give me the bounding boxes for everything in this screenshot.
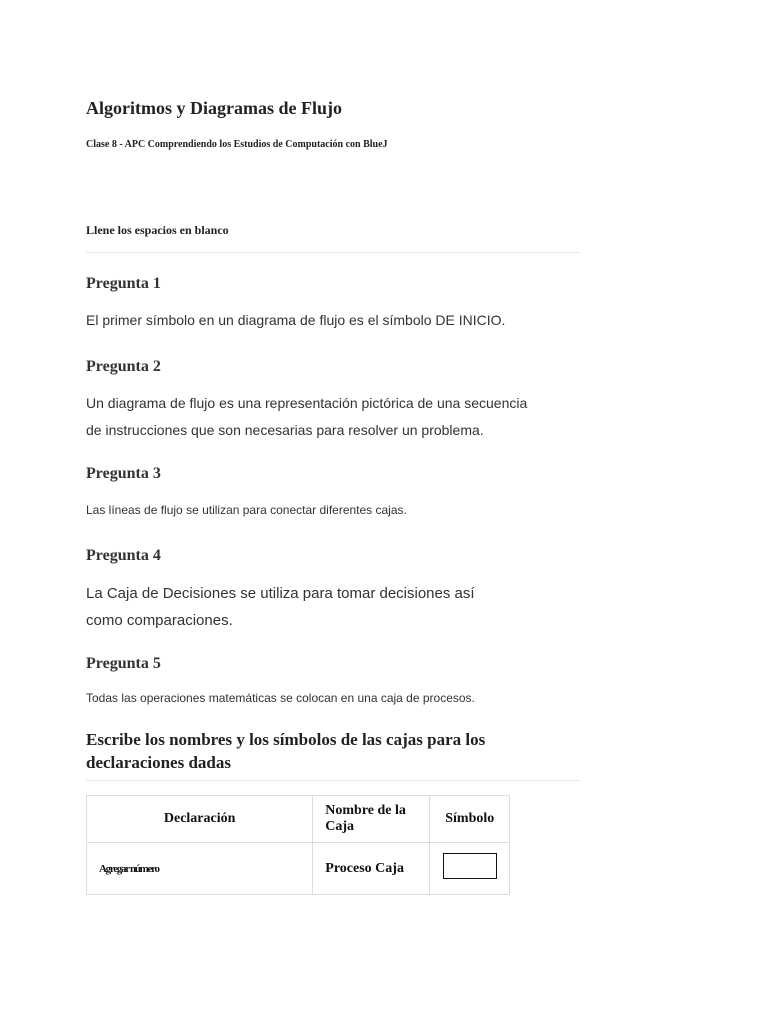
column-header-symbol: Símbolo	[430, 796, 510, 843]
statement-cell: Agregar número	[87, 843, 313, 895]
instructions: Llene los espacios en blanco	[86, 223, 229, 237]
process-rectangle-icon	[443, 853, 497, 879]
page-title: Algoritmos y Diagramas de Flujo	[86, 98, 342, 118]
question-heading: Pregunta 2	[86, 358, 161, 375]
question-text: Las líneas de flujo se utilizan para conectar diferentes cajas.	[86, 503, 407, 517]
declarations-table	[86, 795, 510, 895]
question-text: La Caja de Decisiones se utiliza para tomar decisiones así como comparaciones.	[86, 585, 475, 629]
column-header-box-name: Nombre de la Caja	[313, 796, 430, 843]
section-heading: Escribe los nombres y los símbolos de las cajas para los declaraciones dadas	[86, 730, 486, 772]
question-heading: Pregunta 4	[86, 547, 161, 564]
column-header-statement: Declaración	[87, 796, 313, 843]
question-text: Todas las operaciones matemáticas se colocan en una caja de procesos.	[86, 691, 475, 705]
symbol-cell	[430, 843, 510, 895]
divider	[86, 780, 580, 781]
question-heading: Pregunta 3	[86, 465, 161, 482]
divider	[86, 252, 580, 253]
table-header-row	[87, 796, 510, 843]
question-heading: Pregunta 1	[86, 275, 161, 292]
question-heading: Pregunta 5	[86, 655, 161, 672]
page-subtitle: Clase 8 - APC Comprendiendo los Estudios de Computación con BlueJ	[86, 139, 388, 150]
table-row	[87, 843, 510, 895]
question-text: Un diagrama de flujo es una representación pictórica de una secuencia de instrucciones que son necesarias para resolver un problema.	[86, 395, 528, 438]
question-text: El primer símbolo en un diagrama de flujo es el símbolo DE INICIO.	[86, 312, 506, 328]
box-name-cell: Proceso Caja	[313, 843, 430, 895]
